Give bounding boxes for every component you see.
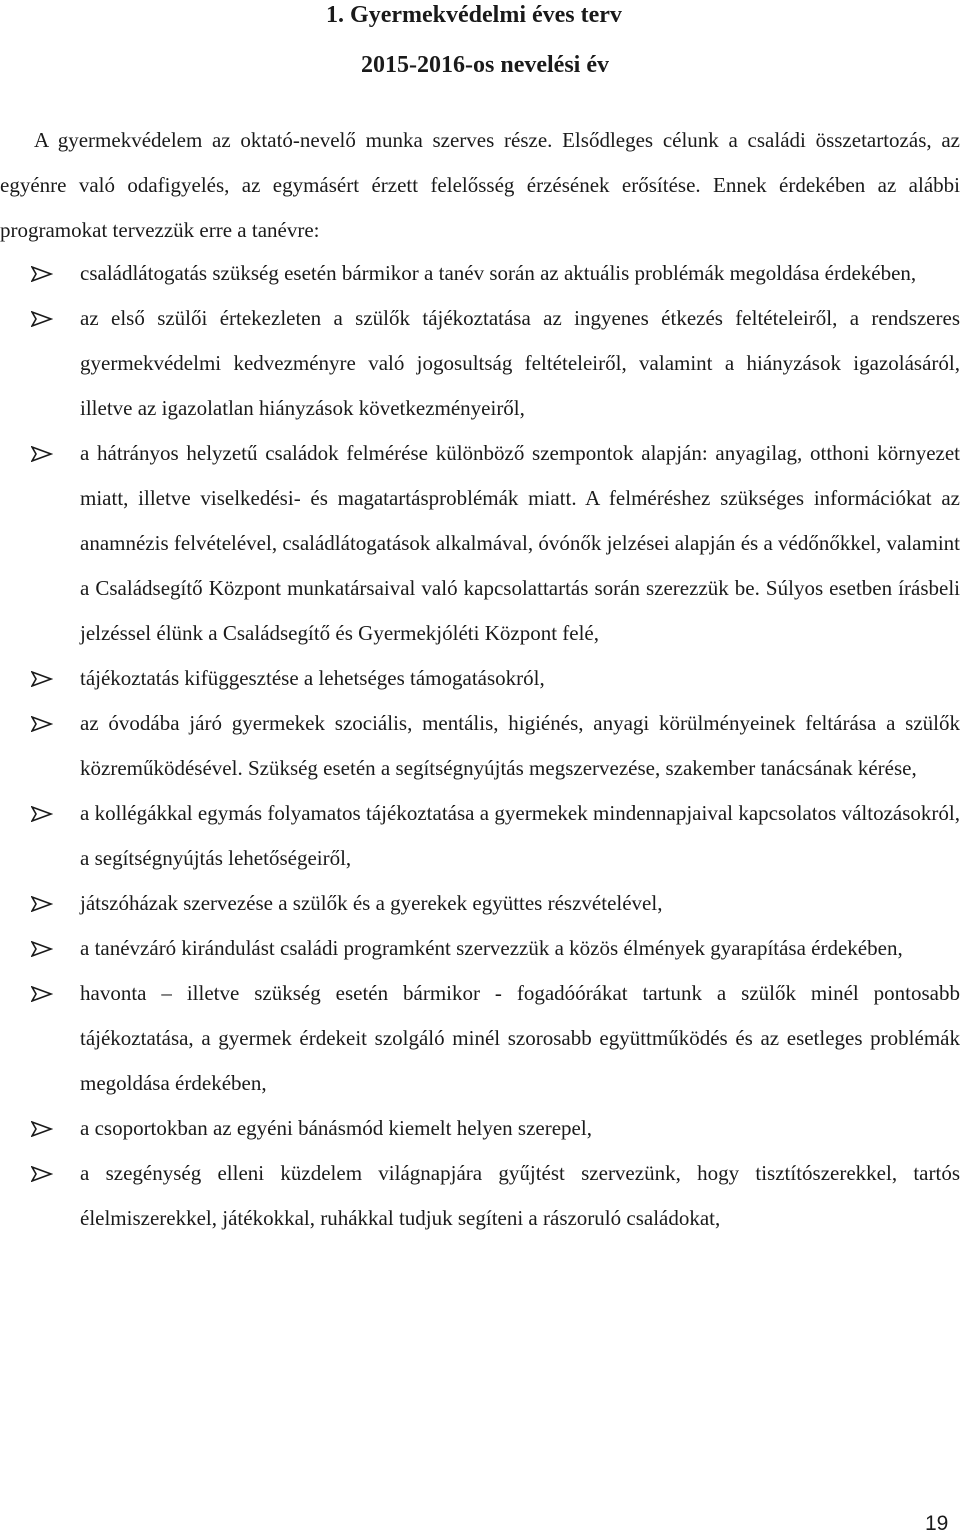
arrowhead-bullet-icon — [31, 806, 53, 822]
arrowhead-bullet-icon — [31, 941, 53, 957]
list-item-text: a hátrányos helyzetű családok felmérése különböző szempontok alapján: anyagilag, otthoni környezet miatt, illetve viselkedési- és magatartásproblémák miatt. A felméréshez szükséges információkat az anamnézis felvételével, családlátogatások alkalmával, óvónők jelzései alapján és a védőnőkkel, valamint a Családsegítő Központ munkatársaival való kapcsolattartás során szerezzük be. Súlyos esetben írásbeli jelzéssel élünk a Családsegítő és Gyermekjóléti Központ felé, — [80, 441, 960, 645]
list-item — [0, 251, 960, 296]
list-item — [0, 431, 960, 656]
arrowhead-bullet-icon — [31, 446, 53, 462]
list-item-text: a csoportokban az egyéni bánásmód kiemelt helyen szerepel, — [80, 1116, 592, 1140]
list-item-text: havonta – illetve szükség esetén bármikor - fogadóórákat tartunk a szülők minél pontosabb tájékoztatása, a gyermek érdekeit szolgáló minél szorosabb együttműködés és az esetleges problémák megoldása érdekében, — [80, 981, 960, 1095]
intro-paragraph: A gyermekvédelem az oktató-nevelő munka szerves része. Elsődleges célunk a családi összetartozás, az egyénre való odafigyelés, az egymásért érzett felelősség érzésének erősítése. Ennek érdekében az alábbi programokat tervezzük erre a tanévre: — [0, 128, 960, 242]
list-item-text: a tanévzáró kirándulást családi programként szervezzük a közös élmények gyarapítása érdekében, — [80, 936, 903, 960]
list-item — [0, 1151, 960, 1241]
list-item — [0, 296, 960, 431]
list-item — [0, 656, 960, 701]
list-item — [0, 1106, 960, 1151]
list-item-text: a kollégákkal egymás folyamatos tájékoztatása a gyermekek mindennapjaival kapcsolatos változásokról, a segítségnyújtás lehetőségeiről, — [80, 801, 960, 870]
page-subtitle: 2015-2016-os nevelési év — [361, 52, 609, 78]
list-item — [0, 971, 960, 1106]
list-item-text: az első szülői értekezleten a szülők tájékoztatása az ingyenes étkezés feltételeiről, a rendszeres gyermekvédelmi kedvezményre való jogosultság feltételeiről, valamint a hiányzások igazolásáról, illetve az igazolatlan hiányzások következményeiről, — [80, 306, 960, 420]
arrowhead-bullet-icon — [31, 716, 53, 732]
arrowhead-bullet-icon — [31, 986, 53, 1002]
program-list — [0, 251, 960, 1241]
arrowhead-bullet-icon — [31, 1121, 53, 1137]
arrowhead-bullet-icon — [31, 266, 53, 282]
arrowhead-bullet-icon — [31, 896, 53, 912]
list-item-text: a szegénység elleni küzdelem világnapjára gyűjtést szervezünk, hogy tisztítószerekkel, tartós élelmiszerekkel, játékokkal, ruhákkal tudjuk segíteni a rászoruló családokat, — [80, 1161, 960, 1230]
arrowhead-bullet-icon — [31, 1166, 53, 1182]
page-title: 1. Gyermekvédelmi éves terv — [326, 2, 622, 28]
list-item — [0, 881, 960, 926]
arrowhead-bullet-icon — [31, 311, 53, 327]
list-item-text: játszóházak szervezése a szülők és a gyerekek együttes részvételével, — [80, 891, 663, 915]
list-item-text: családlátogatás szükség esetén bármikor a tanév során az aktuális problémák megoldása érdekében, — [80, 261, 917, 285]
arrowhead-bullet-icon — [31, 671, 53, 687]
list-item — [0, 926, 960, 971]
list-item — [0, 791, 960, 881]
list-item-text: az óvodába járó gyermekek szociális, mentális, higiénés, anyagi körülményeinek feltárása a szülők közreműködésével. Szükség esetén a segítségnyújtás megszervezése, szakember tanácsának kérése, — [80, 711, 960, 780]
page-number: 19 — [925, 1512, 949, 1535]
list-item — [0, 701, 960, 791]
list-item-text: tájékoztatás kifüggesztése a lehetséges támogatásokról, — [80, 666, 545, 690]
